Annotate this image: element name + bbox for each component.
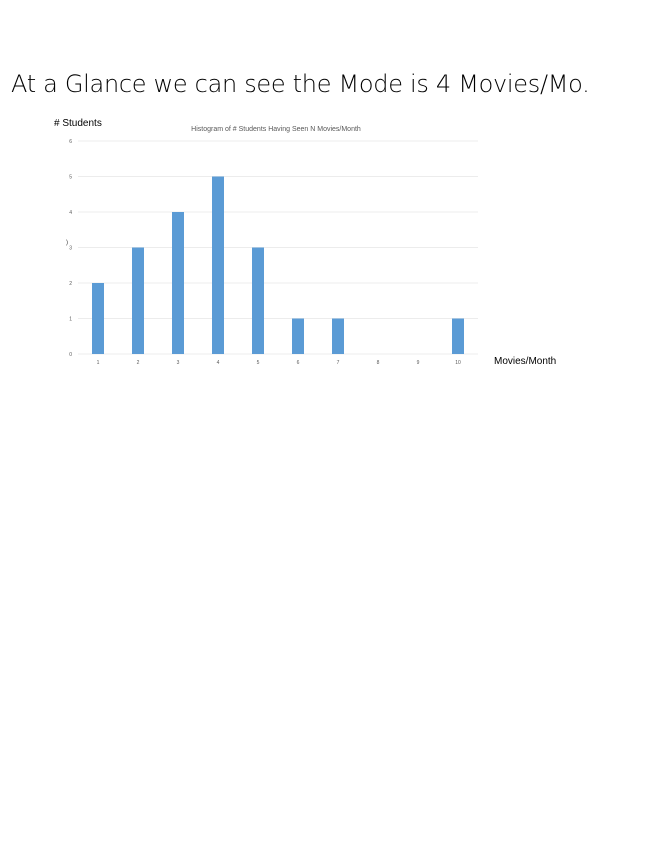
bar-7 <box>332 319 344 355</box>
bars <box>92 177 464 355</box>
x-tick-label: 9 <box>416 360 420 366</box>
y-tick-label: 5 <box>69 174 72 181</box>
x-tick-label: 3 <box>176 360 180 366</box>
x-tick-label: 10 <box>455 360 461 366</box>
x-axis-title: Movies/Month <box>494 356 557 367</box>
x-tick-label: 7 <box>336 360 340 366</box>
page-title: At a Glance we can see the Mode is 4 Movies/Mo. <box>11 70 590 98</box>
x-tick-label: 2 <box>136 360 140 366</box>
x-tick-label: 5 <box>256 360 260 366</box>
x-tick-label: 4 <box>216 360 220 366</box>
y-tick-label: 4 <box>69 209 72 216</box>
bar-10 <box>452 319 464 355</box>
y-tick-label: 1 <box>69 316 72 323</box>
bar-2 <box>132 248 144 355</box>
bar-5 <box>252 248 264 355</box>
y-tick-labels <box>69 139 72 358</box>
y-tick-label: 2 <box>69 280 72 287</box>
y-tick-label: 6 <box>69 138 72 145</box>
bar-1 <box>92 283 104 354</box>
bar-6 <box>292 319 304 355</box>
x-tick-labels <box>97 360 461 366</box>
bar-4 <box>212 177 224 355</box>
x-tick-label: 1 <box>96 360 100 366</box>
y-axis-title: # Students <box>54 118 102 129</box>
x-tick-label: 8 <box>376 360 380 366</box>
chart-title: Histogram of # Students Having Seen N Movies/Month <box>191 126 361 133</box>
y-tick-label: 3 <box>69 245 72 252</box>
stray-mark: ) <box>66 240 68 246</box>
bar-3 <box>172 212 184 354</box>
y-tick-label: 0 <box>69 351 72 358</box>
x-tick-label: 6 <box>296 360 300 366</box>
